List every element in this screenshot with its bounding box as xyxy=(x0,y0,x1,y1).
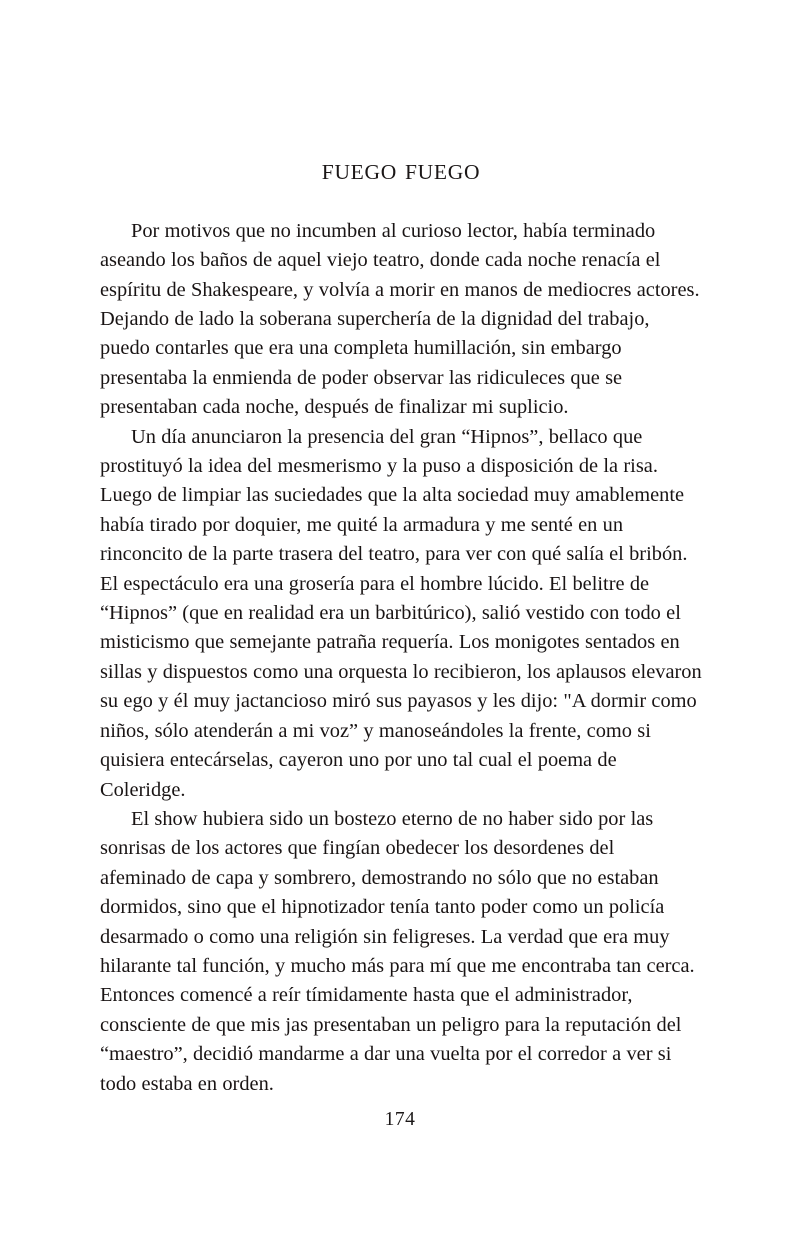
body-copy xyxy=(100,186,702,1099)
paragraph: Por motivos que no incumben al curioso lector, había terminado aseando los baños de aquel viejo teatro, donde cada noche renacía el espíritu de Shakespeare, y volvía a morir en manos de mediocres actores. Dejando de lado la soberana superchería de la dignidad del trabajo, puedo contarles que era una completa humillación, sin embargo presentaba la enmienda de poder observar las ridiculeces que se presentaban cada noche, después de finalizar mi suplicio. xyxy=(100,219,700,419)
paragraph: Un día anunciaron la presencia del gran “Hipnos”, bellaco que prostituyó la idea del mesmerismo y la puso a disposición de la risa. Luego de limpiar las suciedades que la alta sociedad muy amablemente había tirado por doquier, me quité la armadura y me senté en un rinconcito de la parte trasera del teatro, para ver con qué salía el bribón. El espectáculo era una grosería para el hombre lúcido. El belitre de “Hipnos” (que en realidad era un barbitúrico), salió vestido con todo el misticismo que semejante patraña requería. Los monigotes sentados en sillas y dispuestos como una orquesta lo recibieron, los aplausos elevaron su ego y él muy jactancioso miró sus payasos y les dijo: "A dormir como niños, sólo atenderán a mi voz” y manoseándoles la frente, como si quisiera entecárselas, cayeron uno por uno tal cual el poema de Coleridge. xyxy=(100,425,702,801)
page-number: 174 xyxy=(384,1109,416,1130)
chapter-title: FUEGO FUEGO xyxy=(321,160,481,184)
paragraph: El show hubiera sido un bostezo eterno de no haber sido por las sonrisas de los actores que fingían obedecer los desordenes del afeminado de capa y sombrero, demostrando no sólo que no estaban dormidos, sino que el hipnotizador tenía tanto poder como un policía desarmado o como una religión sin feligreses. La verdad que era muy hilarante tal función, y mucho más para mí que me encontraba tan cerca. Entonces comencé a reír tímidamente hasta que el administrador, consciente de que mis jas presentaban un peligro para la reputación del “maestro”, decidió mandarme a dar una vuelta por el corredor a ver si todo estaba en orden. xyxy=(100,807,695,1095)
text-column xyxy=(100,160,702,1099)
